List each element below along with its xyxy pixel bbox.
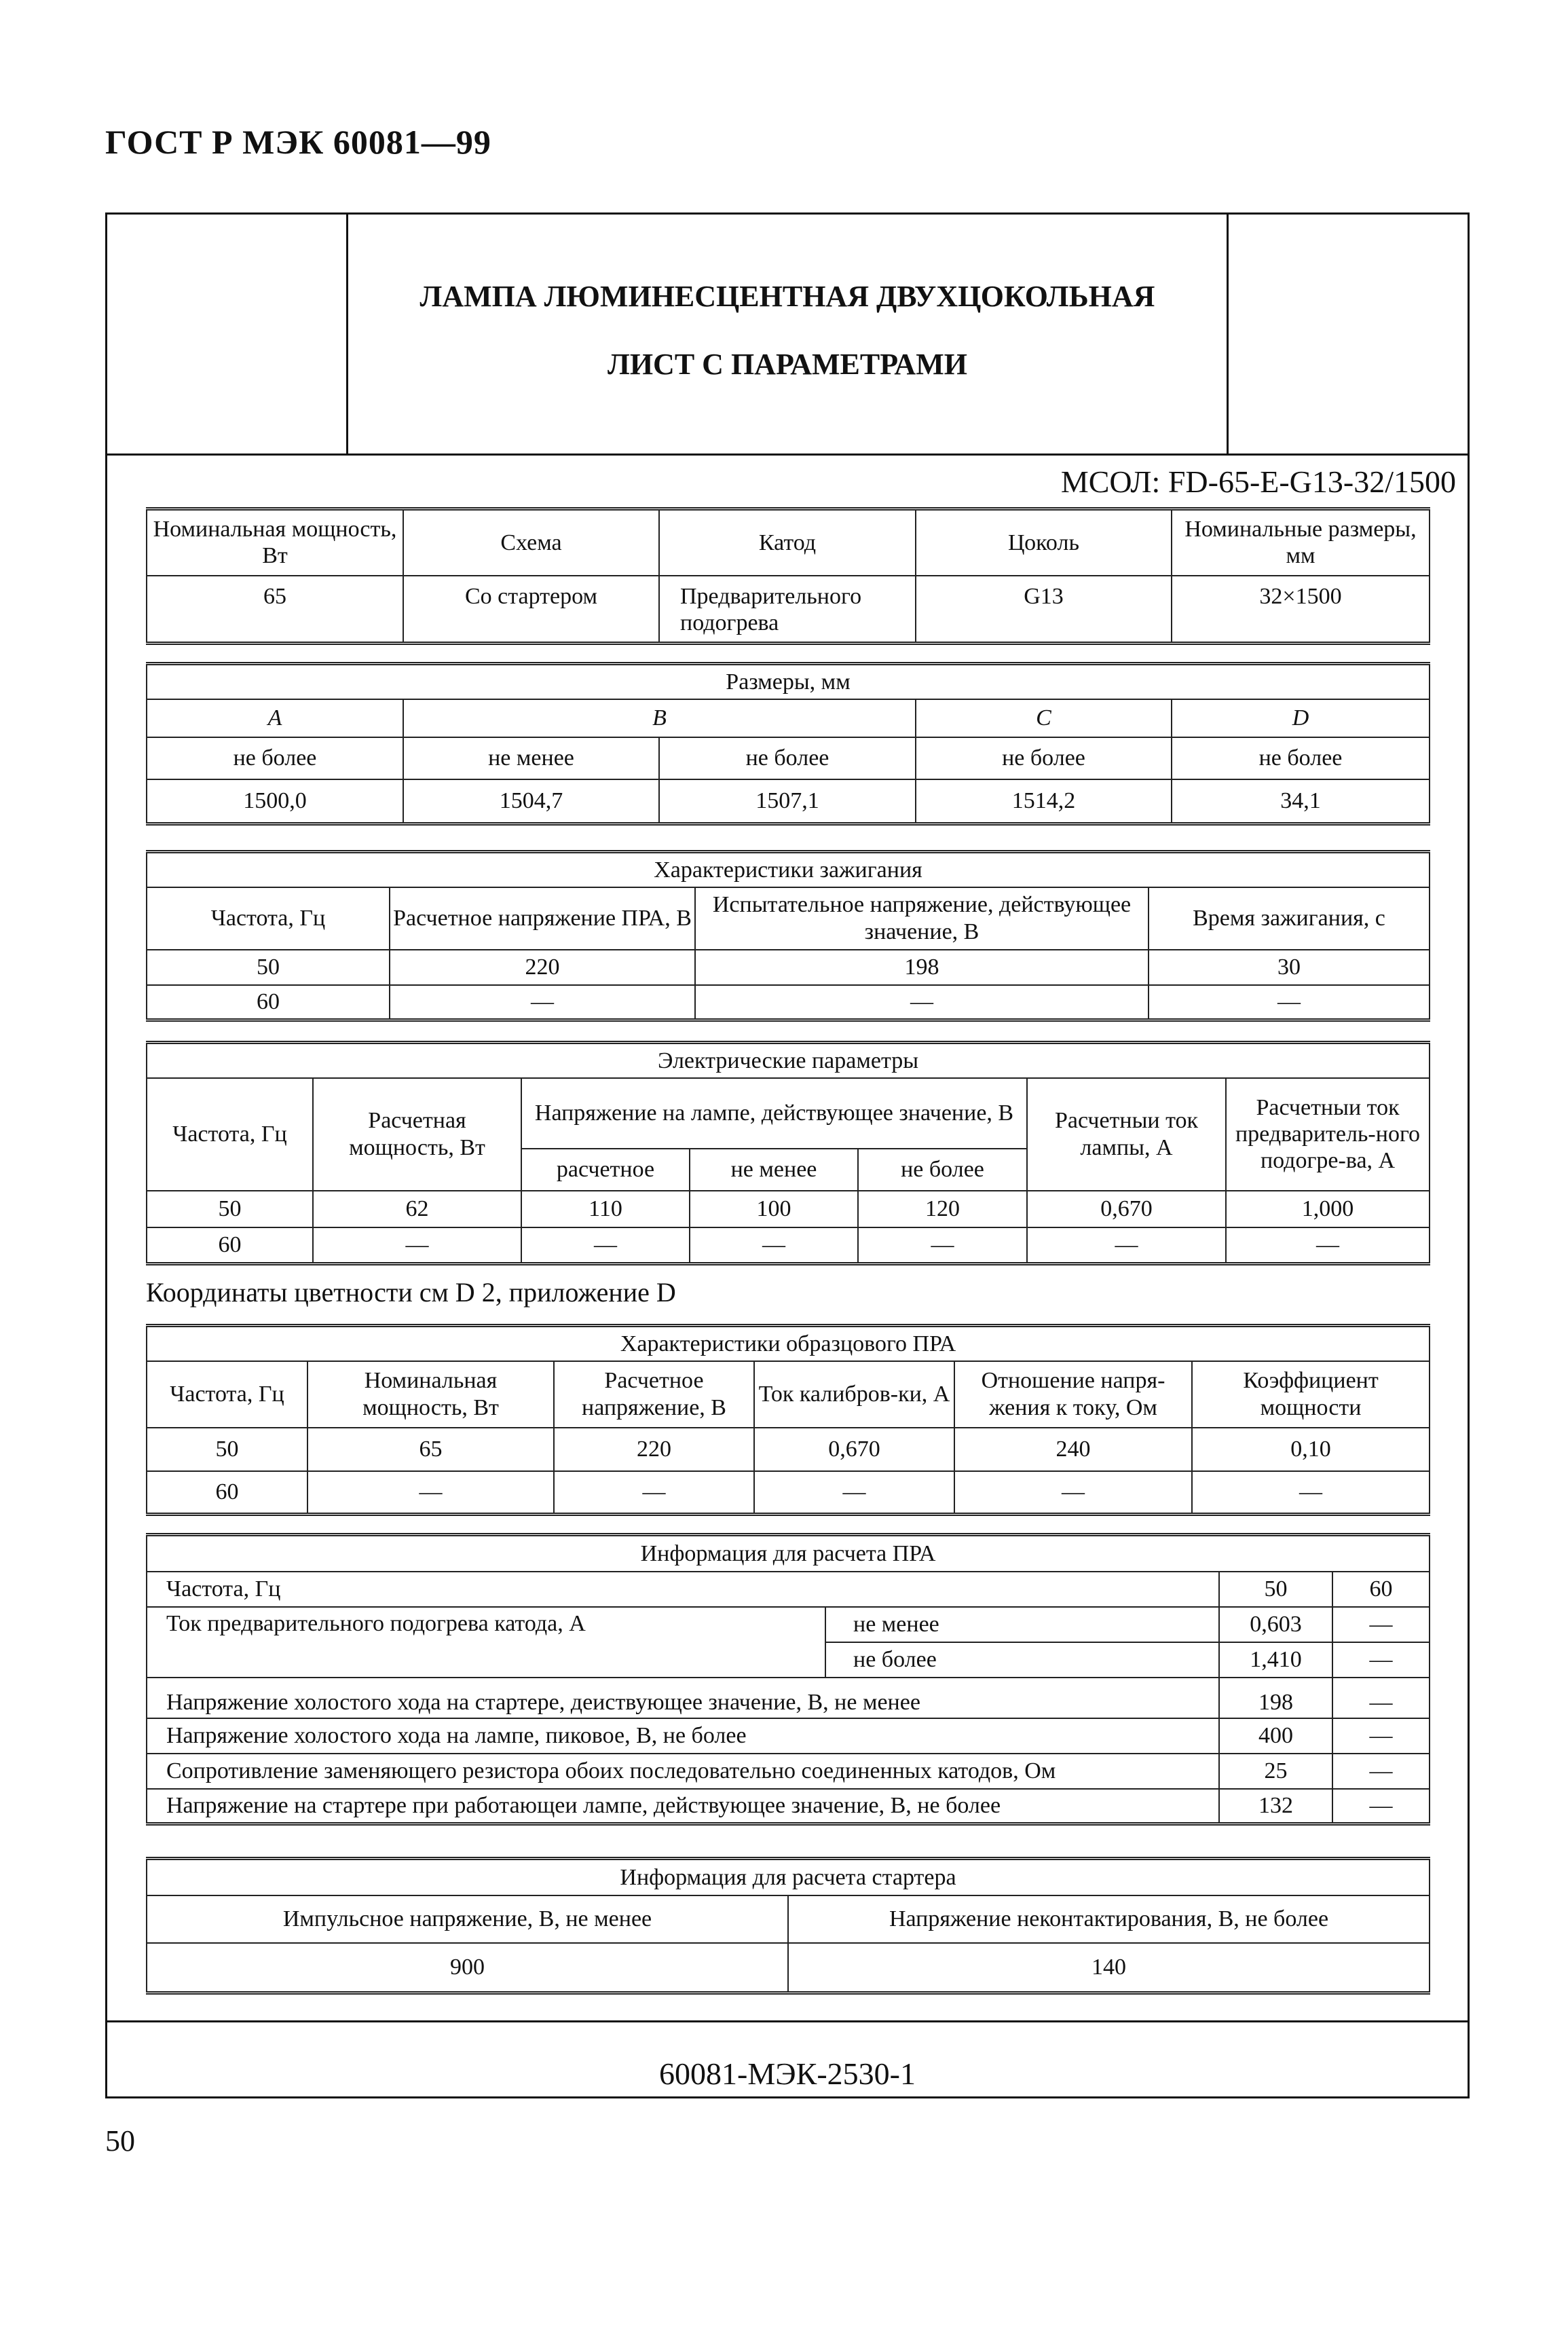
- value-cell: Предварительного подогрева: [659, 576, 916, 644]
- value-cell: —: [1332, 1718, 1430, 1754]
- title-right-cell: [1227, 215, 1468, 454]
- value-cell: —: [1027, 1227, 1226, 1264]
- dimension-letter: A: [147, 699, 403, 737]
- value-cell: 220: [390, 950, 695, 985]
- table-title: Электрические параметры: [147, 1043, 1430, 1078]
- value-cell: 50: [147, 1191, 313, 1227]
- header-cell: Коэффициент мощности: [1192, 1361, 1430, 1428]
- value-cell: 1514,2: [916, 779, 1172, 824]
- reference-ballast-table: [146, 1324, 1430, 1516]
- electrical-table: [146, 1041, 1430, 1265]
- value-cell: —: [521, 1227, 690, 1264]
- header-cell: Расчетное напряжение, В: [554, 1361, 754, 1428]
- value-cell: —: [554, 1471, 754, 1515]
- value-cell: 900: [147, 1943, 788, 1993]
- header-cell: Время зажигания, с: [1149, 887, 1430, 950]
- colorimetry-note: Координаты цветности см D 2, приложение D: [146, 1277, 676, 1308]
- value-cell: —: [1332, 1789, 1430, 1824]
- value-cell: 60: [1332, 1572, 1430, 1607]
- header-cell: Схема: [403, 509, 659, 576]
- header-cell: Номинальные размеры, мм: [1172, 509, 1430, 576]
- value-cell: 0,670: [1027, 1191, 1226, 1227]
- row-label: Напряжение холостого хода на стартере, деиствующее значение, В, не менее: [147, 1678, 1219, 1718]
- value-cell: 1504,7: [403, 779, 659, 824]
- starter-design-table: [146, 1857, 1430, 1995]
- document-header: ГОСТ Р МЭК 60081—99: [105, 123, 491, 161]
- value-cell: 1,410: [1219, 1642, 1332, 1678]
- row-sublabel: не более: [825, 1642, 1219, 1678]
- header-cell: Частота, Гц: [147, 887, 390, 950]
- value-cell: —: [390, 985, 695, 1020]
- row-label: Сопротивление заменяющего резистора обоих последовательно соединенных катодов, Ом: [147, 1754, 1219, 1789]
- value-cell: —: [1332, 1642, 1430, 1678]
- value-cell: 220: [554, 1428, 754, 1471]
- limit-cell: не более: [147, 737, 403, 779]
- general-table: [146, 507, 1430, 645]
- header-cell: Расчетное напряжение ПРА, В: [390, 887, 695, 950]
- value-cell: —: [1226, 1227, 1430, 1264]
- header-cell: Ток калибров-ки, А: [754, 1361, 954, 1428]
- value-cell: 60: [147, 1227, 313, 1264]
- header-cell: Напряжение неконтактирования, В, не более: [788, 1895, 1430, 1943]
- row-label: Напряжение на стартере при работающеи лампе, действующее значение, В, не более: [147, 1789, 1219, 1824]
- dimension-letter: D: [1172, 699, 1430, 737]
- table-title: Информация для расчета стартера: [147, 1859, 1430, 1895]
- value-cell: 400: [1219, 1718, 1332, 1754]
- row-sublabel: не менее: [825, 1607, 1219, 1642]
- value-cell: 140: [788, 1943, 1430, 1993]
- value-cell: —: [1149, 985, 1430, 1020]
- dimensions-table: [146, 662, 1430, 826]
- value-cell: 198: [1219, 1678, 1332, 1718]
- value-cell: G13: [916, 576, 1172, 644]
- value-cell: 132: [1219, 1789, 1332, 1824]
- value-cell: —: [695, 985, 1149, 1020]
- value-cell: 120: [858, 1191, 1027, 1227]
- header-cell: Импульсное напряжение, В, не менее: [147, 1895, 788, 1943]
- header-cell: Частота, Гц: [147, 1078, 313, 1191]
- dimension-letter: B: [403, 699, 916, 737]
- value-cell: —: [954, 1471, 1192, 1515]
- subheader-cell: не менее: [690, 1149, 858, 1191]
- value-cell: 34,1: [1172, 779, 1430, 824]
- header-cell: Расчетныи ток лампы, А: [1027, 1078, 1226, 1191]
- title-left-cell: [107, 215, 348, 454]
- ballast-design-table: [146, 1533, 1430, 1826]
- header-cell: Отношение напря-жения к току, Ом: [954, 1361, 1192, 1428]
- value-cell: 25: [1219, 1754, 1332, 1789]
- table-title: Характеристики зажигания: [147, 852, 1430, 887]
- limit-cell: не более: [1172, 737, 1430, 779]
- header-cell: Цоколь: [916, 509, 1172, 576]
- footer-divider: [107, 2020, 1468, 2022]
- header-cell: Частота, Гц: [147, 1361, 307, 1428]
- value-cell: 0,10: [1192, 1428, 1430, 1471]
- value-cell: 100: [690, 1191, 858, 1227]
- header-cell: Расчетная мощность, Вт: [313, 1078, 521, 1191]
- value-cell: 1507,1: [659, 779, 916, 824]
- value-cell: 0,603: [1219, 1607, 1332, 1642]
- value-cell: 60: [147, 1471, 307, 1515]
- table-title: Информация для расчета ПРА: [147, 1535, 1430, 1572]
- value-cell: 110: [521, 1191, 690, 1227]
- header-cell: Номинальная мощность, Вт: [147, 509, 403, 576]
- lamp-designation: МСОЛ: FD-65-E-G13-32/1500: [1060, 464, 1456, 499]
- value-cell: 65: [147, 576, 403, 644]
- value-cell: 1500,0: [147, 779, 403, 824]
- sheet-subtitle: ЛИСТ С ПАРАМЕТРАМИ: [608, 348, 967, 381]
- value-cell: 65: [307, 1428, 554, 1471]
- sheet-code: 60081-МЭК-2530-1: [659, 2056, 916, 2091]
- value-cell: —: [858, 1227, 1027, 1264]
- value-cell: 60: [147, 985, 390, 1020]
- value-cell: —: [1332, 1607, 1430, 1642]
- header-cell: Расчетныи ток предваритель-ного подогре-ва, А: [1226, 1078, 1430, 1191]
- value-cell: —: [1332, 1678, 1430, 1718]
- value-cell: 0,670: [754, 1428, 954, 1471]
- limit-cell: не более: [916, 737, 1172, 779]
- value-cell: 62: [313, 1191, 521, 1227]
- subheader-cell: расчетное: [521, 1149, 690, 1191]
- value-cell: 32×1500: [1172, 576, 1430, 644]
- limit-cell: не более: [659, 737, 916, 779]
- value-cell: 30: [1149, 950, 1430, 985]
- row-label: Напряжение холостого хода на лампе, пиковое, В, не более: [147, 1718, 1219, 1754]
- value-cell: Со стартером: [403, 576, 659, 644]
- value-cell: 198: [695, 950, 1149, 985]
- value-cell: —: [754, 1471, 954, 1515]
- row-label: Ток предварительного подогрева катода, А: [147, 1607, 825, 1678]
- sheet-title: ЛАМПА ЛЮМИНЕСЦЕНТНАЯ ДВУХЦОКОЛЬНАЯ: [419, 280, 1155, 313]
- dimension-letter: C: [916, 699, 1172, 737]
- title-block: [107, 215, 1468, 456]
- table-title: Характеристики образцового ПРА: [147, 1326, 1430, 1361]
- header-cell: Катод: [659, 509, 916, 576]
- table-title: Размеры, мм: [147, 664, 1430, 699]
- row-label: Частота, Гц: [147, 1572, 1219, 1607]
- ignition-table: [146, 850, 1430, 1022]
- value-cell: 240: [954, 1428, 1192, 1471]
- value-cell: —: [307, 1471, 554, 1515]
- subheader-cell: не более: [858, 1149, 1027, 1191]
- header-cell: Напряжение на лампе, действующее значение, В: [521, 1078, 1027, 1149]
- value-cell: —: [690, 1227, 858, 1264]
- value-cell: —: [1332, 1754, 1430, 1789]
- value-cell: 50: [147, 1428, 307, 1471]
- value-cell: —: [313, 1227, 521, 1264]
- limit-cell: не менее: [403, 737, 659, 779]
- page-number: 50: [105, 2124, 135, 2158]
- value-cell: 1,000: [1226, 1191, 1430, 1227]
- value-cell: —: [1192, 1471, 1430, 1515]
- header-cell: Испытательное напряжение, действующее значение, В: [695, 887, 1149, 950]
- value-cell: 50: [147, 950, 390, 985]
- header-cell: Номинальная мощность, Вт: [307, 1361, 554, 1428]
- value-cell: 50: [1219, 1572, 1332, 1607]
